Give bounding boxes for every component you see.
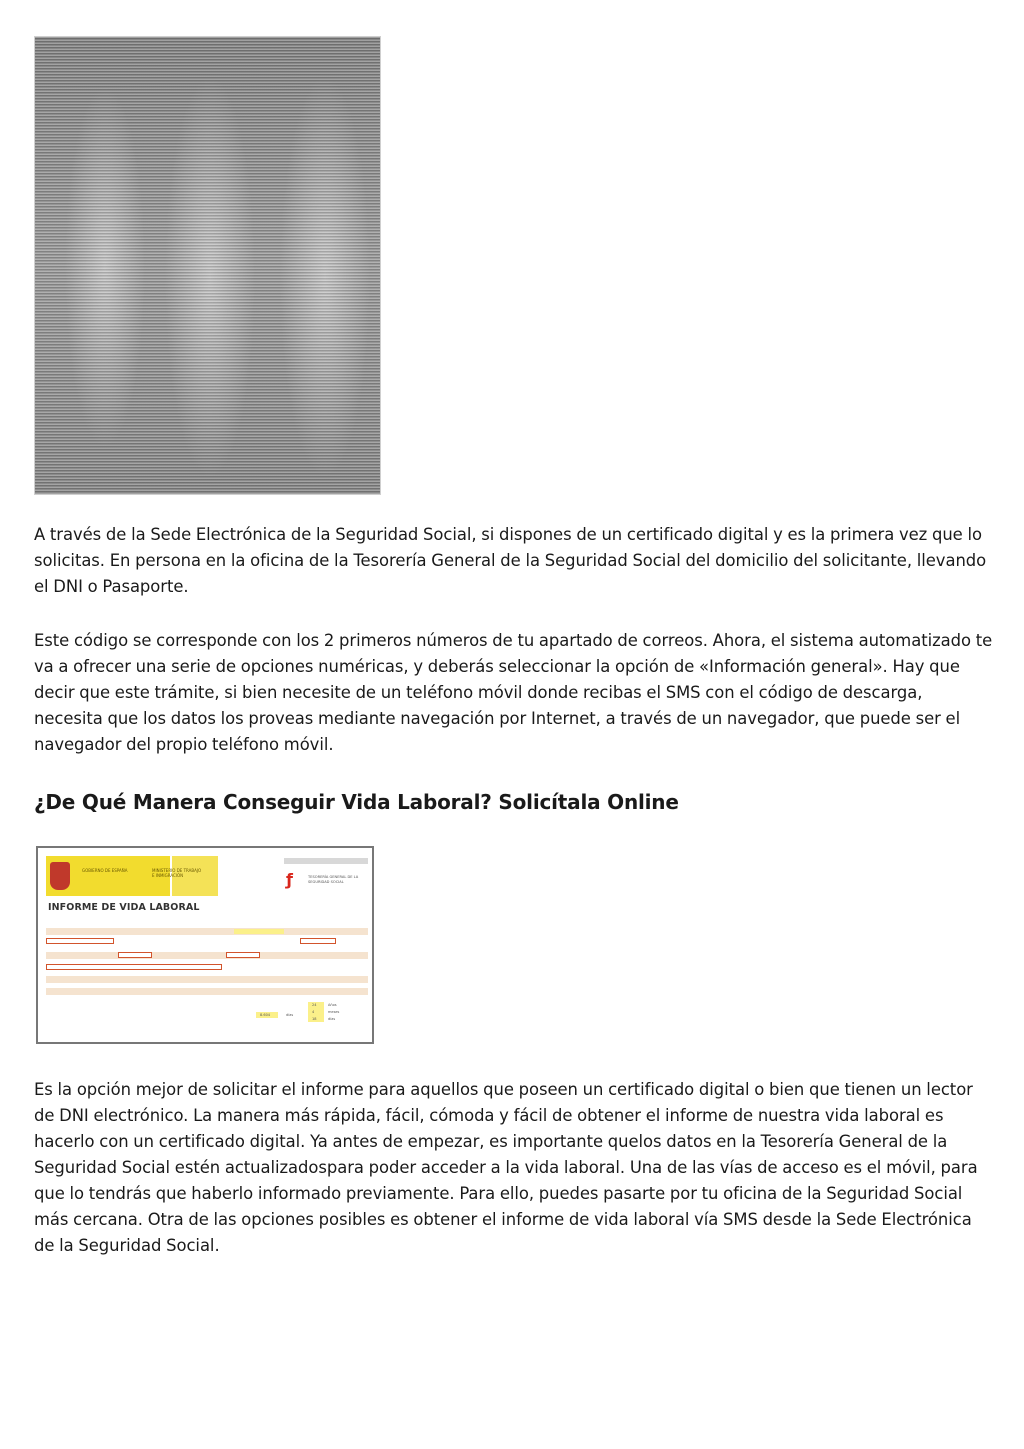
remaining-days-value: 18: [312, 1017, 317, 1021]
naf-field: [118, 952, 152, 958]
paragraph-3: Es la opción mejor de solicitar el informe para aquellos que poseen un certificado digital o bien que tienen un lector de DNI electrónico. La manera más rápida, fácil, cómoda y fácil de obtener el informe de nuestra vida laboral es hacerlo con un certificado digital. Ya antes de empezar, es importante quelos datos en la Tesorería General de la Seguridad Social estén actualizadospara poder acceder a la vida laboral. Una de las vías de acceso es el móvil, para que lo tendrás que haberlo informado previamente. Para ello, puedes pasarte por tu oficina de la Seguridad Social más cercana. Otra de las opciones posibles es obtener el informe de vida laboral vía SMS desde la Sede Electrónica de la Seguridad Social.: [34, 1080, 978, 1255]
form-row-band: [46, 952, 368, 959]
years-value: 24: [312, 1003, 317, 1007]
days-value: 8.604: [260, 1013, 271, 1017]
photo-image: [34, 36, 381, 495]
paragraph-2: Este código se corresponde con los 2 primeros números de tu apartado de correos. Ahora, el sistema automatizado te va a ofrecer una serie de opciones numéricas, y deberás seleccionar la opción de «Información general». Hay que decir que este trámite, si bien necesite de un teléfono móvil donde recibas el SMS con el código de descarga, necesita que los datos los proveas mediante navegación por Internet, a través de un navegador, que puede ser el navegador del propio teléfono móvil.: [34, 631, 993, 754]
section-heading: ¿De Qué Manera Conseguir Vida Laboral? Solicítala Online: [34, 790, 679, 814]
tgss-label: TESORERÍA GENERAL DE LA SEGURIDAD SOCIAL: [308, 875, 359, 884]
birth-field: [300, 938, 336, 944]
form-row-band: [46, 988, 368, 995]
dni-field: [226, 952, 260, 958]
ministry-label: MINISTERIO DE TRABAJO E INMIGRACIÓN: [152, 868, 202, 878]
form-row-band: [46, 976, 368, 983]
header-grey-bar: [284, 858, 368, 864]
form-row-band: [46, 928, 368, 935]
address-field: [46, 964, 222, 970]
name-field: [46, 938, 114, 944]
paragraph-1: A través de la Sede Electrónica de la Seguridad Social, si dispones de un certificado digital y es la primera vez que lo solicitas. En persona en la oficina de la Tesorería General de la Seguridad Social del domicilio del solicitante, llevando el DNI o Pasaporte.: [34, 525, 987, 596]
remaining-days-label: días: [328, 1017, 336, 1021]
gov-label: GOBIERNO DE ESPAÑA: [82, 868, 128, 873]
date-field: [234, 929, 284, 934]
months-value: 4: [312, 1010, 315, 1014]
months-label: meses: [328, 1010, 340, 1014]
years-label: Años: [328, 1003, 337, 1007]
tgss-logo-icon: ƒ: [286, 870, 293, 889]
days-label: días: [286, 1013, 294, 1017]
coat-of-arms-icon: [50, 862, 70, 890]
vida-laboral-form-image: [36, 846, 374, 1044]
form-title: INFORME DE VIDA LABORAL: [48, 902, 200, 913]
